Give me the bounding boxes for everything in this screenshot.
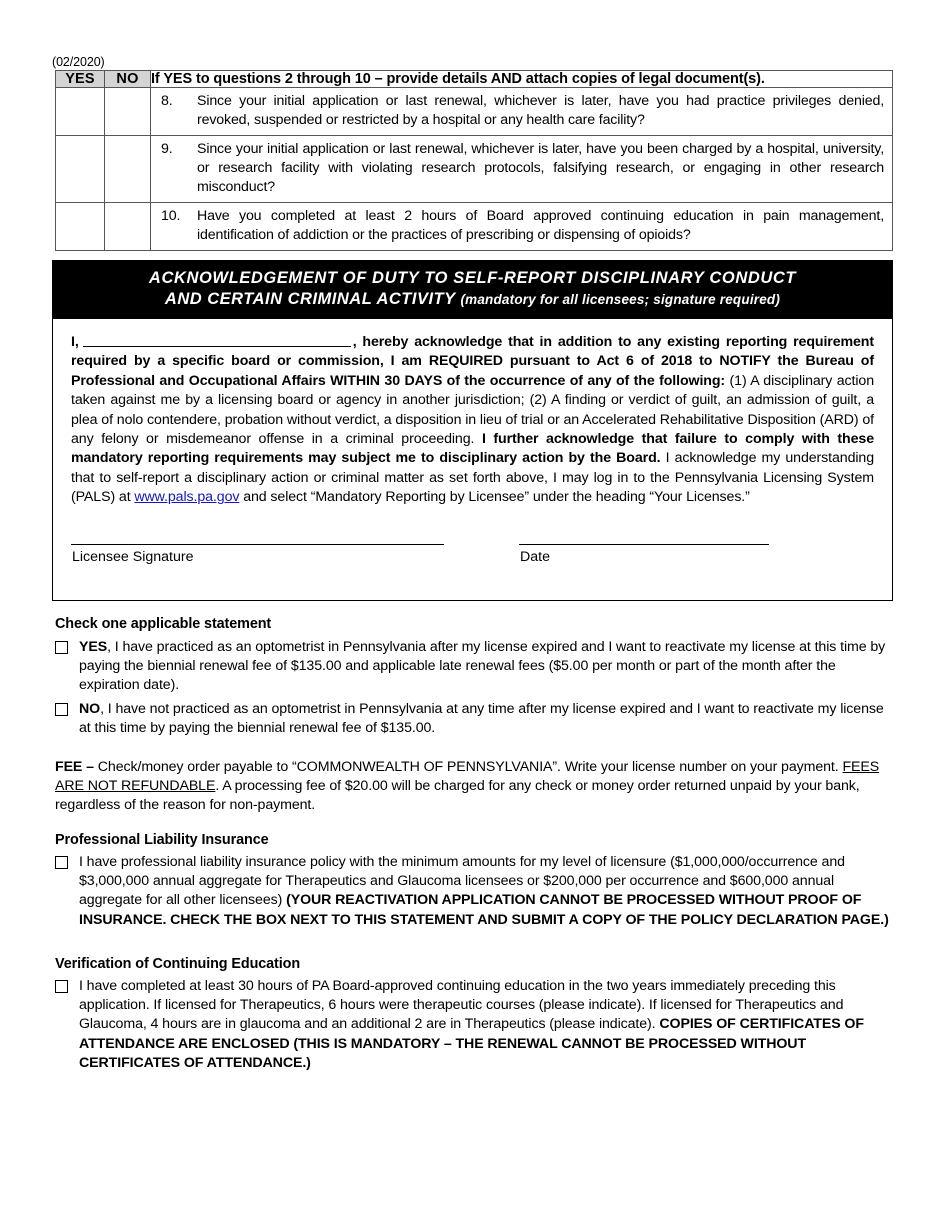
acknowledgement-text-1: (1) A disciplinary action taken against me by a licensing board or agency in another jurisdiction; (2) A finding or verdict of guilt, an admission of guilt, a plea of nolo contendere, probation without verdict, a disposition in lieu of trial or an Accelerated Rehabilitative Disposition (ARD) of any felony or misdemeanor offense in a criminal proceeding. — [71, 372, 874, 448]
acknowledgement-header-line1: ACKNOWLEDGEMENT OF DUTY TO SELF-REPORT DISCIPLINARY CONDUCT — [148, 269, 797, 287]
answer-cell-yes-q8[interactable] — [56, 88, 105, 136]
option-no-bold-lead: NO — [79, 701, 101, 717]
licensee-signature-line[interactable] — [71, 544, 444, 545]
acknowledgement-text-3: and select “Mandatory Reporting by Licensee” under the heading “Your Licenses.” — [239, 489, 750, 506]
acknowledgement-bold-intro: , hereby acknowledge that in addition to any existing reporting requirement required by a specific board or commission, I am REQUIRED pursuant to Act 6 of 2018 to NOTIFY the Bureau of Professional and Occupational Affairs WITHIN 30 DAYS of the occurrence of any of the following: — [71, 334, 874, 389]
column-header-yes: YES — [56, 71, 105, 88]
revision-stamp: (02/2020) — [52, 55, 105, 69]
option-yes-bold-lead: YES — [79, 639, 108, 655]
acknowledgement-box — [52, 260, 893, 601]
questions-table — [55, 70, 893, 251]
question-number: 9. — [161, 141, 173, 157]
option-no-body: , I have not practiced as an optometrist in Pennsylvania at any time after my license expired and I want to reactivate my license at this time by paying the biennial renewal fee of $135.00. — [79, 701, 884, 737]
question-text: Since your initial application or last renewal, whichever is later, have you been charged by a hospital, university, or research facility with violating research protocols, falsifying research, or engaging in other research misconduct? — [197, 141, 884, 195]
question-cell-q8 — [151, 88, 893, 136]
signature-date-line[interactable] — [519, 544, 769, 545]
column-header-no: NO — [105, 71, 151, 88]
answer-cell-yes-q10[interactable] — [56, 203, 105, 251]
acknowledgement-header-line2-sub: (mandatory for all licensees; signature required) — [460, 292, 781, 307]
question-cell-q10 — [151, 203, 893, 251]
fee-text-2: . A processing fee of $20.00 will be charged for any check or money order returned unpaid by your bank, regardless of the reason for non-payment. — [55, 778, 860, 814]
acknowledgement-header-line2 — [63, 289, 882, 310]
checkbox-liability-insurance[interactable] — [55, 856, 68, 869]
continuing-education-statement-row[interactable] — [55, 977, 898, 1073]
question-number: 8. — [161, 93, 173, 109]
liability-title: Professional Liability Insurance — [55, 832, 269, 848]
liability-text-bold: (YOUR REACTIVATION APPLICATION CANNOT BE PROCESSED WITHOUT PROOF OF INSURANCE. CHECK THE BOX NEXT TO THIS STATEMENT AND SUBMIT A COPY OF THE POLICY DECLARATION PAGE.) — [79, 892, 889, 928]
continuing-education-statement-text — [79, 977, 898, 1073]
check-one-option-yes[interactable] — [55, 638, 898, 696]
check-one-option-no-text — [79, 700, 898, 738]
fee-paragraph — [55, 758, 898, 816]
acknowledgement-lead: I, — [71, 334, 79, 350]
question-number: 10. — [161, 208, 181, 224]
liability-statement-text — [79, 853, 898, 930]
column-header-instruction: If YES to questions 2 through 10 – provide details AND attach copies of legal document(s). — [151, 71, 893, 88]
question-text: Have you completed at least 2 hours of Board approved continuing education in pain management, identification of addiction or the practices of prescribing or dispensing of opioids? — [197, 208, 884, 243]
licensee-signature-label: Licensee Signature — [72, 548, 194, 565]
acknowledgement-header-band — [53, 261, 892, 319]
table-row — [56, 136, 893, 203]
acknowledgement-bold-warning: I further acknowledge that failure to comply with these mandatory reporting requirements may subject me to disciplinary action by the Board. — [71, 431, 874, 467]
table-header-row — [56, 71, 893, 88]
fee-text-1: Check/money order payable to “COMMONWEALTH OF PENNSYLVANIA”. Write your license number on your payment. — [93, 759, 843, 775]
fee-bold-lead: FEE – — [55, 759, 94, 775]
continuing-education-text-normal: I have completed at least 30 hours of PA Board-approved continuing education in the two years immediately preceding this application. If licensed for Therapeutics, 6 hours were therapeutic courses (please indicate). If licensed for Therapeutics and Glaucoma, 4 hours are in glaucoma and an additional 2 are in Therapeutics (please indicate). — [79, 978, 844, 1033]
signature-date-label: Date — [520, 548, 550, 565]
answer-cell-no-q10[interactable] — [105, 203, 151, 251]
continuing-education-title: Verification of Continuing Education — [55, 956, 301, 972]
question-cell-q9 — [151, 136, 893, 203]
answer-cell-yes-q9[interactable] — [56, 136, 105, 203]
licensee-name-field[interactable] — [83, 334, 351, 347]
signature-area — [53, 534, 892, 600]
table-row — [56, 203, 893, 251]
check-one-option-no[interactable] — [55, 700, 898, 738]
liability-text-normal: I have professional liability insurance policy with the minimum amounts for my level of licensure ($1,000,000/occurrence and $3,000,000 annual aggregate for Therapeutics and Glaucoma licensees or $200,000 per occurrence and $600,000 annual aggregate for all other licensees) — [79, 854, 845, 909]
question-text: Since your initial application or last renewal, whichever is later, have you had practice privileges denied, revoked, suspended or restricted by a hospital or any health care facility? — [197, 93, 884, 128]
check-one-title: Check one applicable statement — [55, 616, 272, 632]
liability-statement-row[interactable] — [55, 853, 898, 930]
pals-website-link[interactable]: www.pals.pa.gov — [134, 489, 240, 506]
acknowledgement-header-line2-main: AND CERTAIN CRIMINAL ACTIVITY — [164, 290, 456, 308]
answer-cell-no-q9[interactable] — [105, 136, 151, 203]
checkbox-yes-practiced[interactable] — [55, 641, 68, 654]
checkbox-continuing-education[interactable] — [55, 980, 68, 993]
checkbox-no-not-practiced[interactable] — [55, 703, 68, 716]
acknowledgement-body — [53, 319, 892, 508]
table-row — [56, 88, 893, 136]
answer-cell-no-q8[interactable] — [105, 88, 151, 136]
acknowledgement-text-2: I acknowledge my understanding that to self-report a disciplinary action or criminal matter as set forth above, I may log in to the Pennsylvania Licensing System (PALS) at — [71, 450, 875, 506]
fee-underlined-notice: FEES ARE NOT REFUNDABLE — [55, 759, 880, 795]
check-one-option-yes-text — [79, 638, 898, 696]
continuing-education-text-bold: COPIES OF CERTIFICATES OF ATTENDANCE ARE ENCLOSED (THIS IS MANDATORY – THE RENEWAL CANNOT BE PROCESSED WITHOUT CERTIFICATES OF ATTENDANCE.) — [79, 1016, 864, 1071]
option-yes-body: , I have practiced as an optometrist in Pennsylvania after my license expired and I want to reactivate my license at this time by paying the biennial renewal fee of $135.00 and applicable late renewal fees ($5.00 per month or part of the month after the expiration date). — [79, 639, 886, 694]
